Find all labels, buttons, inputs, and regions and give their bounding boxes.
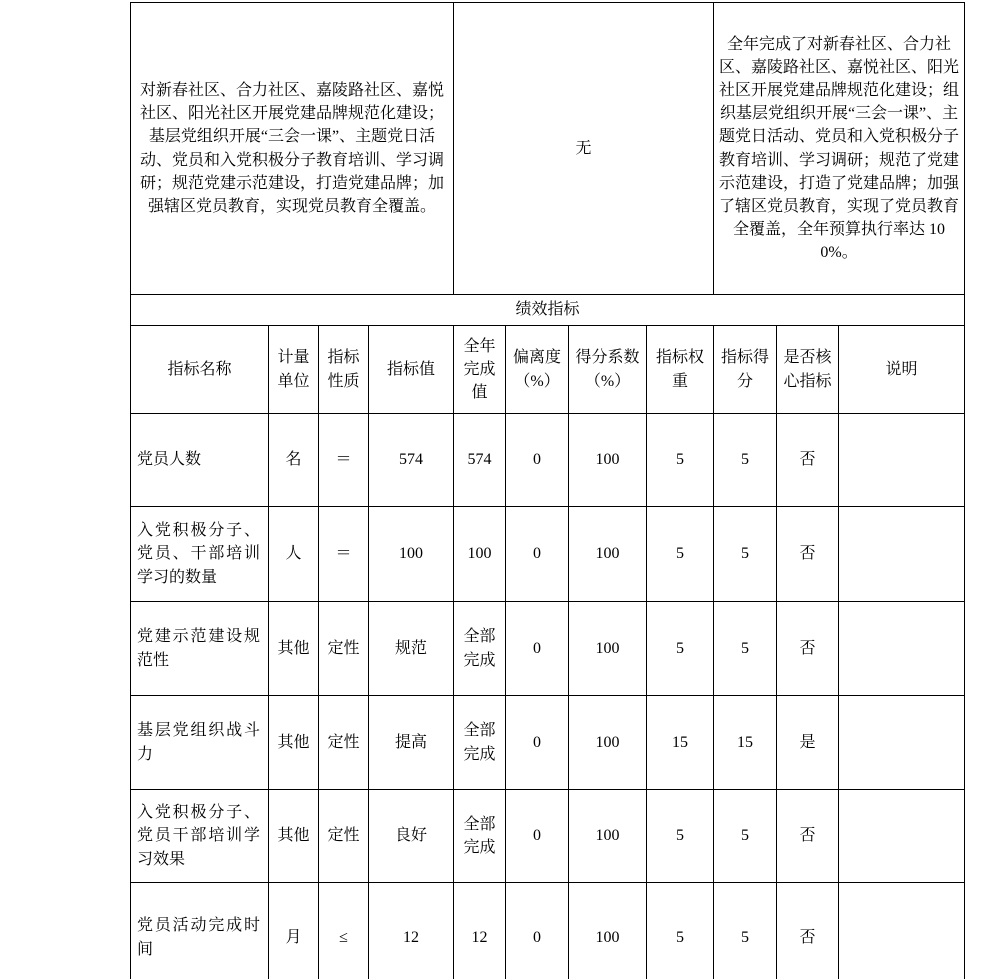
indicator-value-cell <box>839 507 965 602</box>
indicator-value-cell: 月 <box>269 883 319 979</box>
indicator-value-cell: 12 <box>454 883 506 979</box>
middle-none-cell: 无 <box>454 3 714 295</box>
column-header: 全年完成值 <box>454 326 506 414</box>
indicator-row <box>131 696 965 790</box>
indicator-value-cell: 否 <box>777 507 839 602</box>
indicator-value-cell <box>839 602 965 696</box>
indicator-row <box>131 507 965 602</box>
indicator-value-cell: 定性 <box>319 602 369 696</box>
indicator-value-cell: 定性 <box>319 696 369 790</box>
indicator-value-cell: 否 <box>777 414 839 507</box>
column-header: 说明 <box>839 326 965 414</box>
indicator-value-cell: 否 <box>777 883 839 979</box>
indicator-value-cell: 100 <box>369 507 454 602</box>
column-header: 指标名称 <box>131 326 269 414</box>
indicator-value-cell: 其他 <box>269 696 319 790</box>
indicator-value-cell: 15 <box>647 696 714 790</box>
indicator-value-cell <box>839 790 965 883</box>
indicator-value-cell: 提高 <box>369 696 454 790</box>
summary-row <box>131 3 965 295</box>
column-header: 指标值 <box>369 326 454 414</box>
column-header: 是否核心指标 <box>777 326 839 414</box>
column-header: 计量单位 <box>269 326 319 414</box>
indicator-value-cell: 574 <box>454 414 506 507</box>
indicator-value-cell: 5 <box>647 602 714 696</box>
indicator-value-cell: 5 <box>714 883 777 979</box>
indicator-value-cell: 0 <box>506 696 569 790</box>
table-header-row <box>131 326 965 414</box>
planned-work-cell: 对新春社区、合力社区、嘉陵路社区、嘉悦社区、阳光社区开展党建品牌规范化建设；基层党组织开展“三会一课”、主题党日活动、党员和入党积极分子教育培训、学习调研；规范党建示范建设，打造党建品牌；加强辖区党员教育，实现党员教育全覆盖。 <box>131 3 454 295</box>
indicator-value-cell <box>839 696 965 790</box>
indicator-value-cell: 100 <box>569 507 647 602</box>
indicator-value-cell: 5 <box>714 790 777 883</box>
indicator-value-cell: 其他 <box>269 790 319 883</box>
indicator-row <box>131 414 965 507</box>
indicator-value-cell: 人 <box>269 507 319 602</box>
indicator-value-cell: 100 <box>569 696 647 790</box>
indicator-value-cell: 5 <box>647 790 714 883</box>
indicator-value-cell: 5 <box>647 414 714 507</box>
indicator-value-cell: 5 <box>714 602 777 696</box>
indicator-row <box>131 602 965 696</box>
indicator-value-cell: 12 <box>369 883 454 979</box>
indicator-value-cell: 否 <box>777 602 839 696</box>
indicator-value-cell: 名 <box>269 414 319 507</box>
indicator-name-cell: 入党积极分子、党员、干部培训学习的数量 <box>131 507 269 602</box>
indicator-value-cell: ≤ <box>319 883 369 979</box>
performance-indicator-table <box>130 2 965 979</box>
indicator-value-cell: 5 <box>647 507 714 602</box>
indicator-value-cell: 全部完成 <box>454 602 506 696</box>
indicator-value-cell: 0 <box>506 883 569 979</box>
column-header: 指标权重 <box>647 326 714 414</box>
section-title-row <box>131 295 965 326</box>
indicator-value-cell: ＝ <box>319 507 369 602</box>
indicator-value-cell: 0 <box>506 507 569 602</box>
indicator-value-cell: 0 <box>506 414 569 507</box>
indicator-value-cell: 定性 <box>319 790 369 883</box>
indicator-value-cell: 其他 <box>269 602 319 696</box>
indicator-value-cell: 否 <box>777 790 839 883</box>
column-header: 指标性质 <box>319 326 369 414</box>
indicator-name-cell: 入党积极分子、党员干部培训学习效果 <box>131 790 269 883</box>
indicator-value-cell: 100 <box>454 507 506 602</box>
indicator-value-cell <box>839 883 965 979</box>
indicator-value-cell: 5 <box>714 414 777 507</box>
indicator-row <box>131 790 965 883</box>
completion-summary-cell: 全年完成了对新春社区、合力社区、嘉陵路社区、嘉悦社区、阳光社区开展党建品牌规范化建设；组织基层党组织开展“三会一课”、主题党日活动、党员和入党积极分子教育培训、学习调研；规范了党建示范建设，打造了党建品牌；加强了辖区党员教育，实现了党员教育全覆盖，全年预算执行率达 100%。 <box>714 3 965 295</box>
indicator-value-cell: 全部完成 <box>454 790 506 883</box>
indicator-value-cell: 规范 <box>369 602 454 696</box>
indicator-value-cell: 5 <box>647 883 714 979</box>
indicator-value-cell: 全部完成 <box>454 696 506 790</box>
section-title: 绩效指标 <box>131 295 965 326</box>
indicator-name-cell: 党建示范建设规范性 <box>131 602 269 696</box>
indicator-value-cell: 100 <box>569 414 647 507</box>
indicator-value-cell: 5 <box>714 507 777 602</box>
indicator-name-cell: 基层党组织战斗力 <box>131 696 269 790</box>
indicator-name-cell: 党员活动完成时间 <box>131 883 269 979</box>
indicator-value-cell: 15 <box>714 696 777 790</box>
indicator-value-cell: 574 <box>369 414 454 507</box>
column-header: 偏离度（%） <box>506 326 569 414</box>
column-header: 得分系数（%） <box>569 326 647 414</box>
document-page <box>130 2 966 979</box>
indicator-value-cell: ＝ <box>319 414 369 507</box>
indicator-value-cell: 0 <box>506 790 569 883</box>
indicator-value-cell: 100 <box>569 883 647 979</box>
indicator-value-cell <box>839 414 965 507</box>
indicator-value-cell: 100 <box>569 790 647 883</box>
indicator-value-cell: 0 <box>506 602 569 696</box>
indicator-value-cell: 良好 <box>369 790 454 883</box>
indicator-name-cell: 党员人数 <box>131 414 269 507</box>
column-header: 指标得分 <box>714 326 777 414</box>
indicator-row <box>131 883 965 979</box>
indicator-value-cell: 100 <box>569 602 647 696</box>
indicator-value-cell: 是 <box>777 696 839 790</box>
